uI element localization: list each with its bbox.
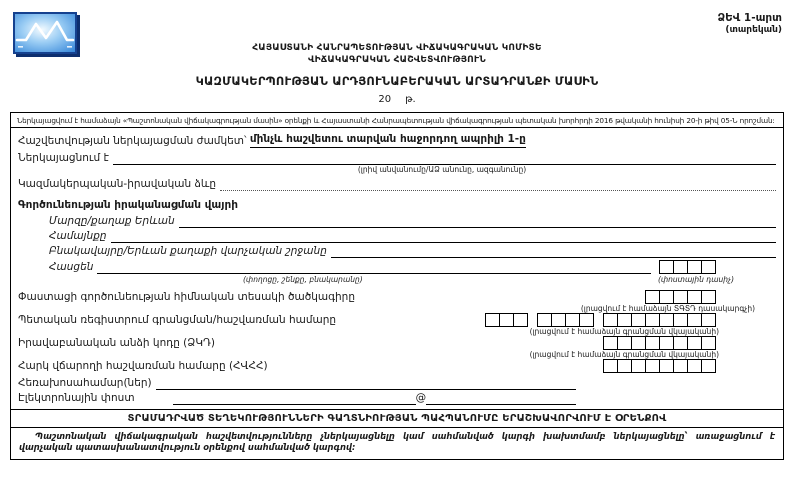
region-label: Մարզը/քաղաք Երևան: [49, 215, 175, 227]
address-hint: (փողոցը, շենքը, բնակարանը): [243, 275, 363, 284]
form-body: [10, 112, 784, 460]
presenter-label: Ներկայացնում է: [18, 152, 109, 164]
address-hints-row: [11, 274, 783, 284]
confidentiality-banner: ՏՐԱՄԱԴՐՎԱԾ ՏԵՂԵԿՈՒԹՅՈՒՆՆԵՐԻ ԳԱՂՏՆԻՈՒԹՅԱՆ ՊԱՀՊԱՆՈՒՄԸ ԵՐԱՇԽԱՎՈՐՎՈՒՄ Է ՕՐԵՆՔՈՎ: [11, 409, 783, 428]
email-at-symbol: @: [415, 392, 427, 404]
activity-code-row: [11, 290, 783, 304]
committee-name: ՀԱՅԱՍՏԱՆԻ ՀԱՆՐԱՊԵՏՈՒԹՅԱՆ ՎԻՃԱԿԱԳՐԱԿԱՆ ԿՈՄԻՏԵ: [252, 43, 542, 53]
taxpayer-id-row: [11, 359, 783, 373]
settlement-blank: [331, 245, 776, 258]
activity-hint: (լրացվում է համաձայն ՏԳՏԴ դասակարգչի): [580, 304, 755, 313]
legal-code-label: Իրավաբանական անձի կոդը (ՁԿԴ): [18, 337, 216, 349]
address-row: [11, 260, 783, 274]
settlement-row: [11, 245, 783, 258]
form-code: [717, 12, 782, 36]
deadline-value: մինչև հաշվետու տարվան հաջորդող ապրիլի 1-ը: [250, 133, 526, 148]
register-label: Պետական ռեգիստրում գրանցման/հաշվառման համարը: [18, 314, 337, 326]
form-header: [0, 0, 794, 106]
register-hint: (լրացվում է համաձայն գրանցման վկայականի): [529, 327, 719, 336]
region-blank: [179, 215, 776, 228]
phone-blank: [156, 377, 576, 390]
legal-form-label: Կազմակերպական-իրավական ձևը: [18, 178, 217, 190]
presenter-row: [11, 152, 783, 165]
year-suffix: թ.: [405, 94, 416, 105]
presenter-hint: (լրիվ անվանումը/ԱՁ անունը, ազգանունը): [357, 165, 527, 174]
year-line: [0, 94, 794, 106]
decree-note: Ներկայացվում է համաձայն «Պաշտոնական վիճակագրության մասին» օրենքի և Հայաստանի Հանրապետության վիճակագրության պետական խորհրդի 2016 թվականի հունիսի 20-ի թիվ 05-Ն որոշման:: [11, 113, 783, 128]
activity-code-cells: [645, 290, 716, 304]
postal-hint: (փոստային դասիչ): [657, 275, 734, 284]
legal-entity-code-cells: [603, 336, 716, 350]
tin-label: Հարկ վճարողի հաշվառման համարը (ՀՎՀՀ): [18, 360, 268, 372]
region-row: [11, 215, 783, 228]
register-number-row: [11, 313, 783, 327]
deadline-row: [11, 133, 783, 148]
location-header-row: [11, 199, 783, 212]
address-blank: [97, 261, 651, 274]
email-row: [11, 392, 783, 405]
form-title: ԿԱԶՄԱԿԵՐՊՈՒԹՅԱՆ ԱՐԴՅՈՒՆԱԲԵՐԱԿԱՆ ԱՐՏԱԴՐԱՆՔԻ ՄԱՍԻՆ: [195, 74, 599, 88]
deadline-label: Հաշվետվության ներկայացման ժամկետ՝: [18, 135, 247, 147]
community-blank: [111, 230, 776, 243]
address-label: Հասցեն: [49, 261, 94, 273]
year-prefix: 20: [378, 94, 392, 105]
email-label: Էլեկտրոնային փոստ: [18, 392, 135, 404]
community-row: [11, 230, 783, 243]
legal-code-hint: (լրացվում է համաձայն գրանցման վկայականի): [529, 350, 719, 359]
chart-line-logo-icon: [13, 12, 77, 54]
settlement-label: Բնակավայրը/Երևան քաղաքի վարչական շրջանը: [49, 245, 327, 257]
taxpayer-id-cells: [603, 359, 716, 373]
presenter-blank: [113, 152, 776, 165]
email-local-blank: [173, 392, 416, 405]
register-number-cells: [485, 313, 716, 327]
email-domain-blank: [426, 392, 576, 405]
form-code-number: ՁԵՎ 1-արտ: [717, 12, 782, 24]
liability-note: Պաշտոնական վիճակագրական հաշվետվությունները չներկայացնելը կամ սահմանված կարգի խախտմամբ ներկայացնելը՝ առաջացնում է վարչական պատասխանատվություն օրենքով սահմանված կարգով:: [19, 431, 775, 452]
phone-label: Հեռախոսահամար(ներ): [18, 377, 152, 389]
report-kind: ՎԻՃԱԿԱԳՐԱԿԱՆ ՀԱՇՎԵՏՎՈՒԹՅՈՒՆ: [308, 55, 486, 65]
legal-form-row: [11, 178, 783, 191]
legal-entity-code-row: [11, 336, 783, 350]
community-label: Համայնքը: [49, 230, 107, 242]
armstat-logo: [13, 12, 77, 54]
postal-code-cells: [659, 260, 716, 274]
legal-form-blank: [220, 178, 776, 191]
location-header: Գործունեության իրականացման վայրի: [18, 199, 238, 211]
activity-label: Փաստացի գործունեության հիմնական տեսակի ծածկագիրը: [18, 291, 355, 303]
form-code-periodicity: (տարեկան): [725, 25, 782, 36]
phone-row: [11, 377, 783, 390]
